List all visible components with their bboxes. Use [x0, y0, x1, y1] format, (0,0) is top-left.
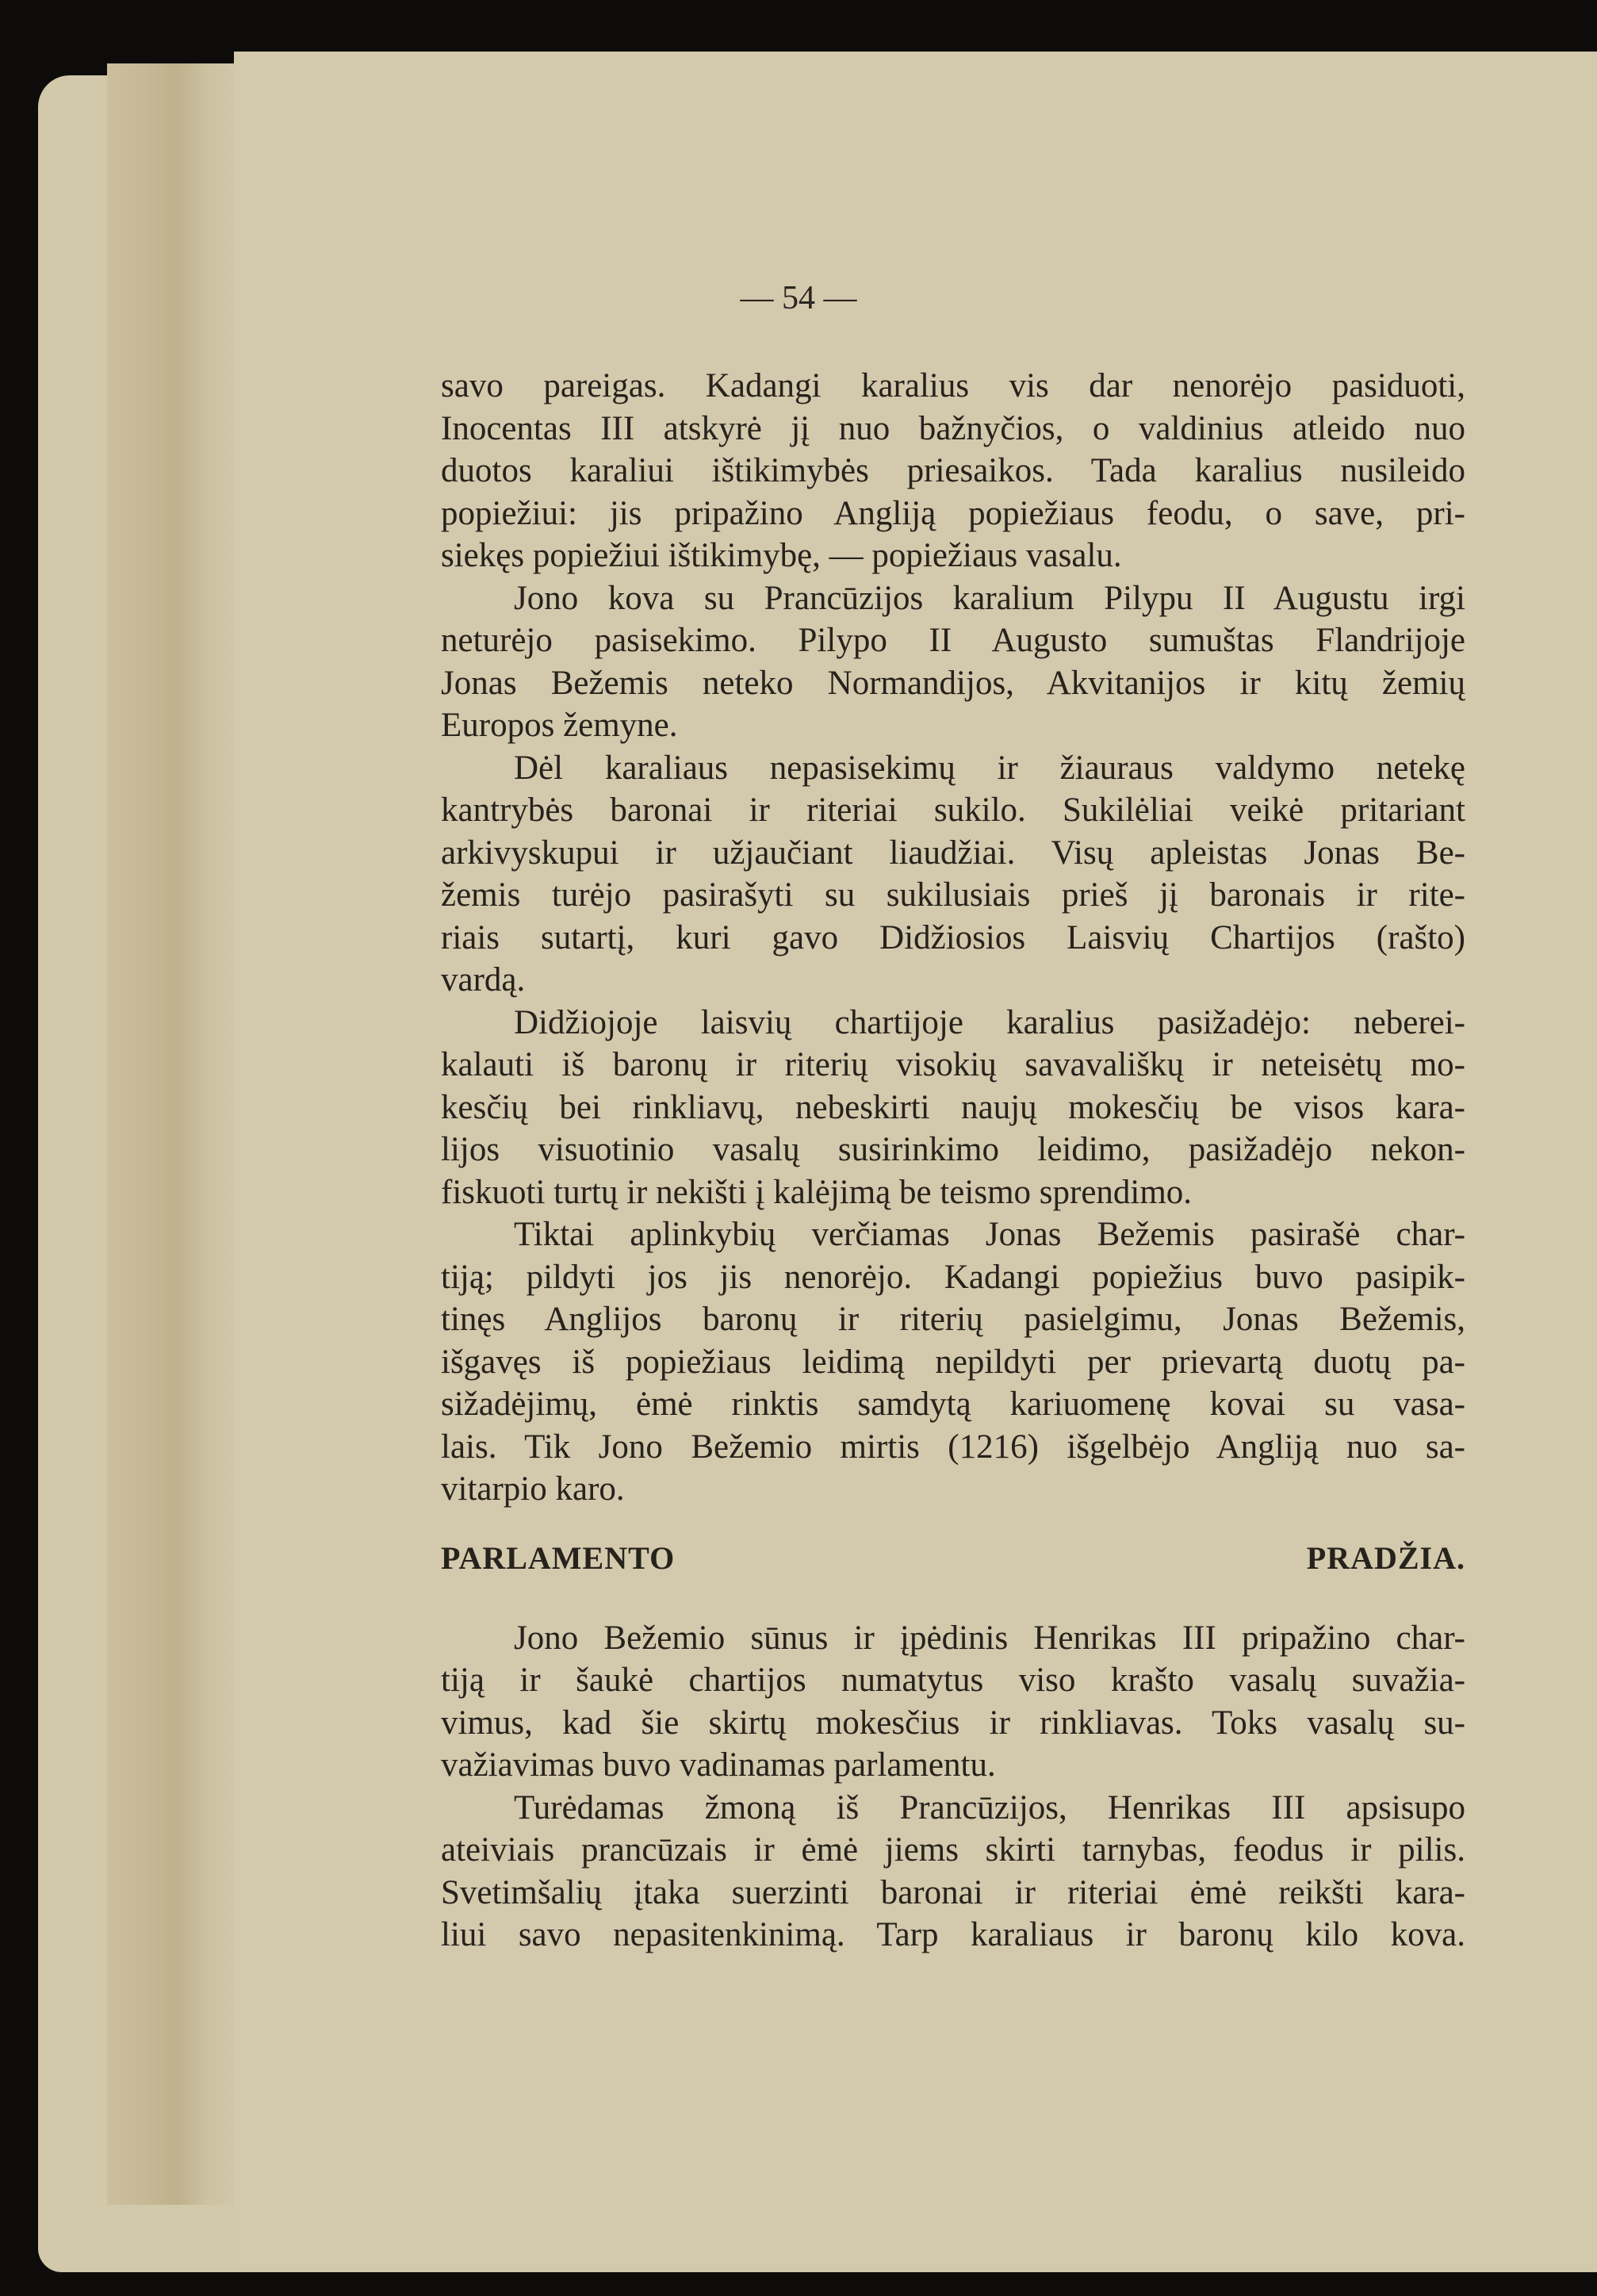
page-stack-edge: [107, 63, 234, 2205]
text-line: Tiktai aplinkybių verčiamas Jonas Bežemis pasirašė char-: [514, 1216, 1465, 1253]
section-heading: PARLAMENTO PRADŽIA.: [441, 1539, 1465, 1576]
text-line: riais sutartį, kuri gavo Didžiosios Laisvių Chartijos (rašto): [441, 918, 1465, 956]
page-body: [441, 365, 1465, 1957]
text-line: vitarpio karo.: [441, 1470, 625, 1508]
text-line: sižadėjimų, ėmė rinktis samdytą kariuomenę kovai su vasa-: [441, 1386, 1465, 1423]
paragraph: [441, 1787, 1465, 1957]
section-parliament: [441, 1617, 1465, 1957]
text-line: važiavimas buvo vadinamas parlamentu.: [441, 1746, 996, 1784]
text-line: duotos karaliui ištikimybės priesaikos. Tada karalius nusileido: [441, 452, 1465, 489]
text-line: arkivyskupui ir užjaučiant liaudžiai. Visų apleistas Jonas Be-: [441, 834, 1465, 872]
text-line: tinęs Anglijos baronų ir riterių pasielgimu, Jonas Bežemis,: [441, 1301, 1465, 1338]
paragraph: [441, 747, 1465, 1002]
text-line: Europos žemyne.: [441, 707, 678, 744]
text-line: Jono kova su Prancūzijos karalium Pilypu II Augustu irgi: [514, 579, 1465, 617]
text-line: Inocentas III atskyrė jį nuo bažnyčios, o valdinius atleido nuo: [441, 409, 1465, 447]
text-line: Jono Bežemio sūnus ir įpėdinis Henrikas III pripažino char-: [514, 1619, 1465, 1657]
paragraph: [441, 577, 1465, 747]
text-line: vimus, kad šie skirtų mokesčius ir rinkliavas. Toks vasalų su-: [441, 1704, 1465, 1742]
text-line: tiją; pildyti jos jis nenorėjo. Kadangi popiežius buvo pasipik-: [441, 1258, 1465, 1296]
text-line: kesčių bei rinkliavų, nebeskirti naujų mokesčių be visos kara-: [441, 1088, 1465, 1126]
text-line: kantrybės baronai ir riteriai sukilo. Sukilėliai veikė pritariant: [441, 792, 1465, 829]
text-line: lais. Tik Jono Bežemio mirtis (1216) išgelbėjo Angliją nuo sa-: [441, 1428, 1465, 1466]
text-line: savo pareigas. Kadangi karalius vis dar nenorėjo pasiduoti,: [441, 367, 1465, 404]
text-line: liui savo nepasitenkinimą. Tarp karaliaus ir baronų kilo kova.: [441, 1916, 1465, 1953]
text-line: neturėjo pasisekimo. Pilypo II Augusto sumuštas Flandrijoje: [441, 622, 1465, 659]
paragraph: [441, 1002, 1465, 1214]
text-line: Didžiojoje laisvių chartijoje karalius pasižadėjo: neberei-: [514, 1003, 1465, 1041]
text-line: tiją ir šaukė chartijos numatytus viso krašto vasalų suvažia-: [441, 1662, 1465, 1699]
text-line: Jonas Bežemis neteko Normandijos, Akvitanijos ir kitų žemių: [441, 664, 1465, 702]
text-line: išgavęs iš popiežiaus leidimą nepildyti per prievartą duotų pa-: [441, 1343, 1465, 1381]
text-line: ateiviais prancūzais ir ėmė jiems skirti tarnybas, feodus ir pilis.: [441, 1831, 1465, 1869]
text-line: Turėdamas žmoną iš Prancūzijos, Henrikas III apsisupo: [514, 1788, 1465, 1826]
text-line: žemis turėjo pasirašyti su sukilusiais prieš jį baronais ir rite-: [441, 876, 1465, 914]
text-line: Dėl karaliaus nepasisekimų ir žiauraus valdymo netekę: [514, 749, 1465, 787]
paragraph: [441, 1617, 1465, 1787]
text-line: Svetimšalių įtaka suerzinti baronai ir riteriai ėmė reikšti kara-: [441, 1873, 1465, 1911]
text-line: siekęs popiežiui ištikimybę, — popiežiaus vasalu.: [441, 537, 1122, 574]
paragraph: [441, 1213, 1465, 1511]
section-magna-carta: [441, 365, 1465, 1511]
text-line: vardą.: [441, 961, 526, 999]
text-line: kalauti iš baronų ir riterių visokių savavališkų ir neteisėtų mo-: [441, 1046, 1465, 1083]
text-line: popiežiui: jis pripažino Angliją popiežiaus feodu, o save, pri-: [441, 494, 1465, 532]
paragraph: [441, 365, 1465, 577]
text-line: fiskuoti turtų ir nekišti į kalėjimą be teismo sprendimo.: [441, 1173, 1193, 1211]
page-number: — 54 —: [740, 280, 857, 316]
text-line: lijos visuotinio vasalų susirinkimo leidimo, pasižadėjo nekon-: [441, 1131, 1465, 1168]
